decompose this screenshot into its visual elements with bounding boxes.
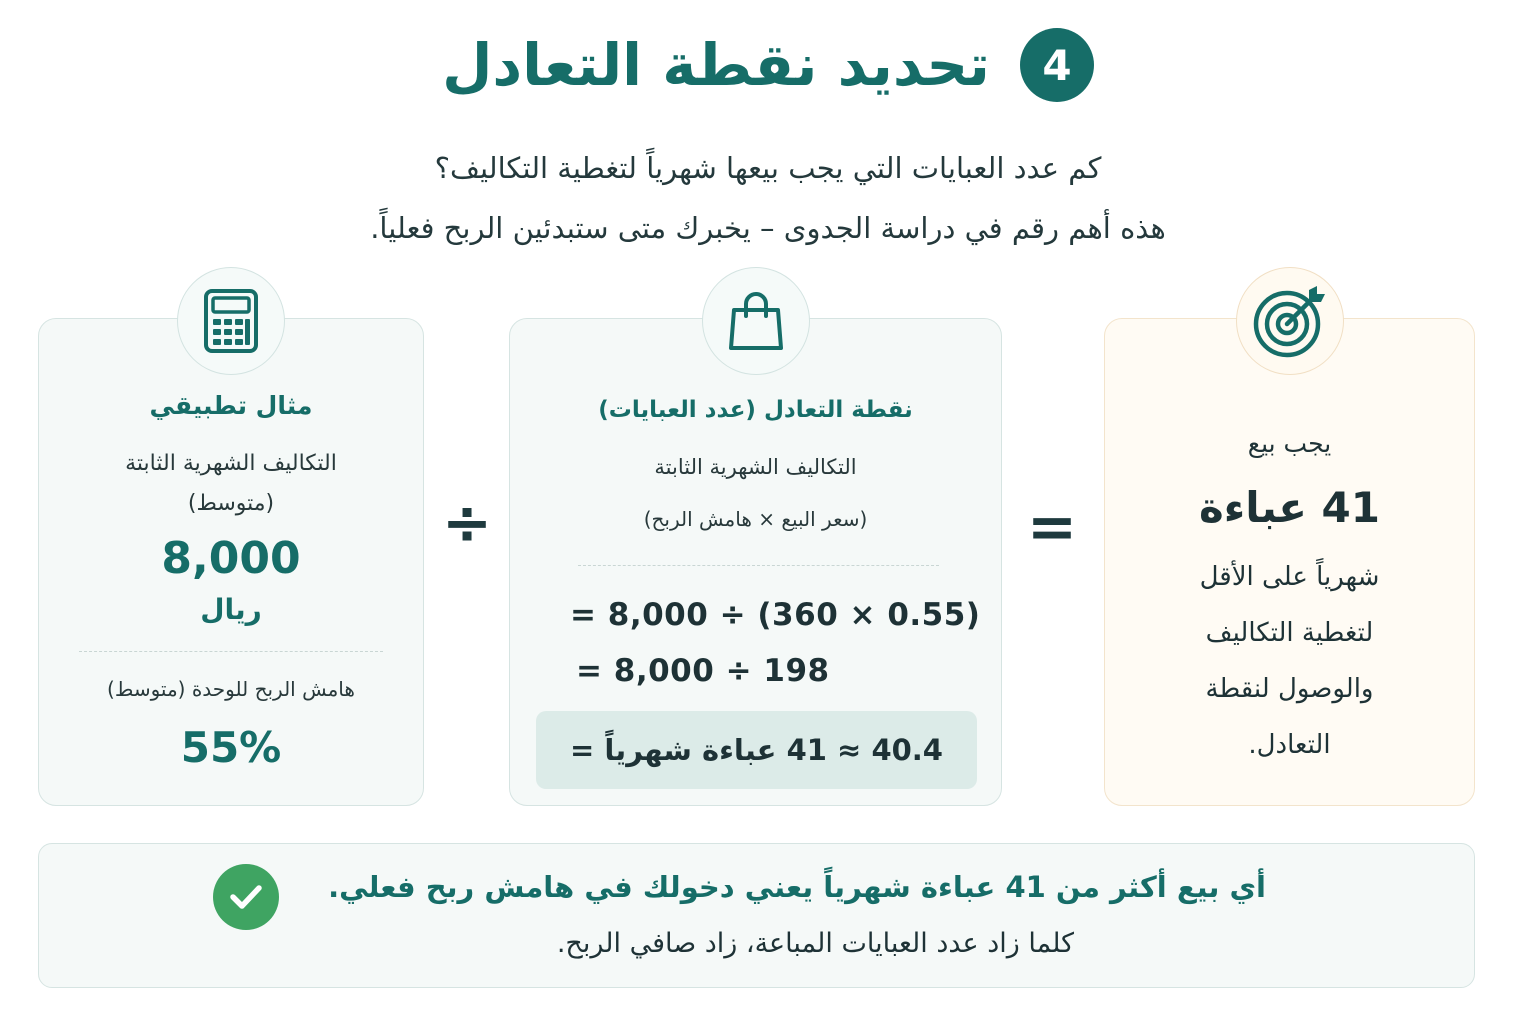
formula-step-1: = 8,000 ÷ (360 × 0.55)	[570, 597, 981, 633]
bottom-note	[38, 843, 1475, 988]
formula-numerator: التكاليف الشهرية الثابتة	[654, 455, 857, 479]
intro-question: كم عدد العبايات التي يجب بيعها شهرياً لتغطية التكاليف؟	[434, 151, 1102, 185]
result-desc-line: لتغطية التكاليف	[1205, 618, 1374, 648]
calculator-icon	[177, 267, 285, 375]
formula-result: 40.4 ≈ 41 عباءة شهرياً =	[536, 711, 977, 789]
result-description	[1105, 549, 1474, 773]
result-desc-line: والوصول لنقطة	[1205, 674, 1374, 704]
example-card	[38, 318, 424, 806]
result-card	[1104, 318, 1475, 806]
divide-operator: ÷	[441, 488, 493, 558]
fixed-costs-value: 8,000	[161, 533, 301, 584]
shopping-bag-icon	[702, 267, 810, 375]
equals-operator: =	[1026, 492, 1078, 562]
formula-step-2: = 8,000 ÷ 198	[576, 653, 830, 689]
bottom-note-headline: أي بيع أكثر من 41 عباءة شهرياً يعني دخولك في هامش ربح فعلي.	[328, 870, 1266, 904]
example-title: مثال تطبيقي	[149, 391, 313, 420]
divider	[79, 651, 383, 652]
header	[0, 28, 1536, 102]
result-desc-line: التعادل.	[1248, 730, 1331, 760]
margin-value: 55%	[180, 723, 282, 772]
formula-title: نقطة التعادل (عدد العبايات)	[598, 397, 913, 423]
bottom-note-detail: كلما زاد عدد العبايات المباعة، زاد صافي الربح.	[556, 928, 1074, 959]
divider	[578, 565, 939, 566]
margin-label: هامش الربح للوحدة (متوسط)	[107, 677, 355, 701]
currency-label: ريال	[200, 593, 262, 626]
step-number-badge: 4	[1020, 28, 1094, 102]
fixed-costs-qualifier: (متوسط)	[187, 491, 275, 516]
target-icon	[1236, 267, 1344, 375]
intro	[0, 138, 1536, 258]
page-title: تحديد نقطة التعادل	[442, 31, 990, 99]
fixed-costs-label: التكاليف الشهرية الثابتة	[125, 451, 337, 476]
result-desc-line: شهرياً على الأقل	[1199, 562, 1380, 592]
formula-card	[509, 318, 1002, 806]
must-sell-label: يجب بيع	[1247, 429, 1332, 458]
intro-explanation: هذه أهم رقم في دراسة الجدوى – يخبرك متى ستبدئين الربح فعلياً.	[370, 211, 1166, 245]
break-even-count: 41 عباءة	[1199, 483, 1380, 532]
formula-denominator: (سعر البيع × هامش الربح)	[643, 507, 868, 531]
check-circle-icon	[213, 864, 279, 930]
